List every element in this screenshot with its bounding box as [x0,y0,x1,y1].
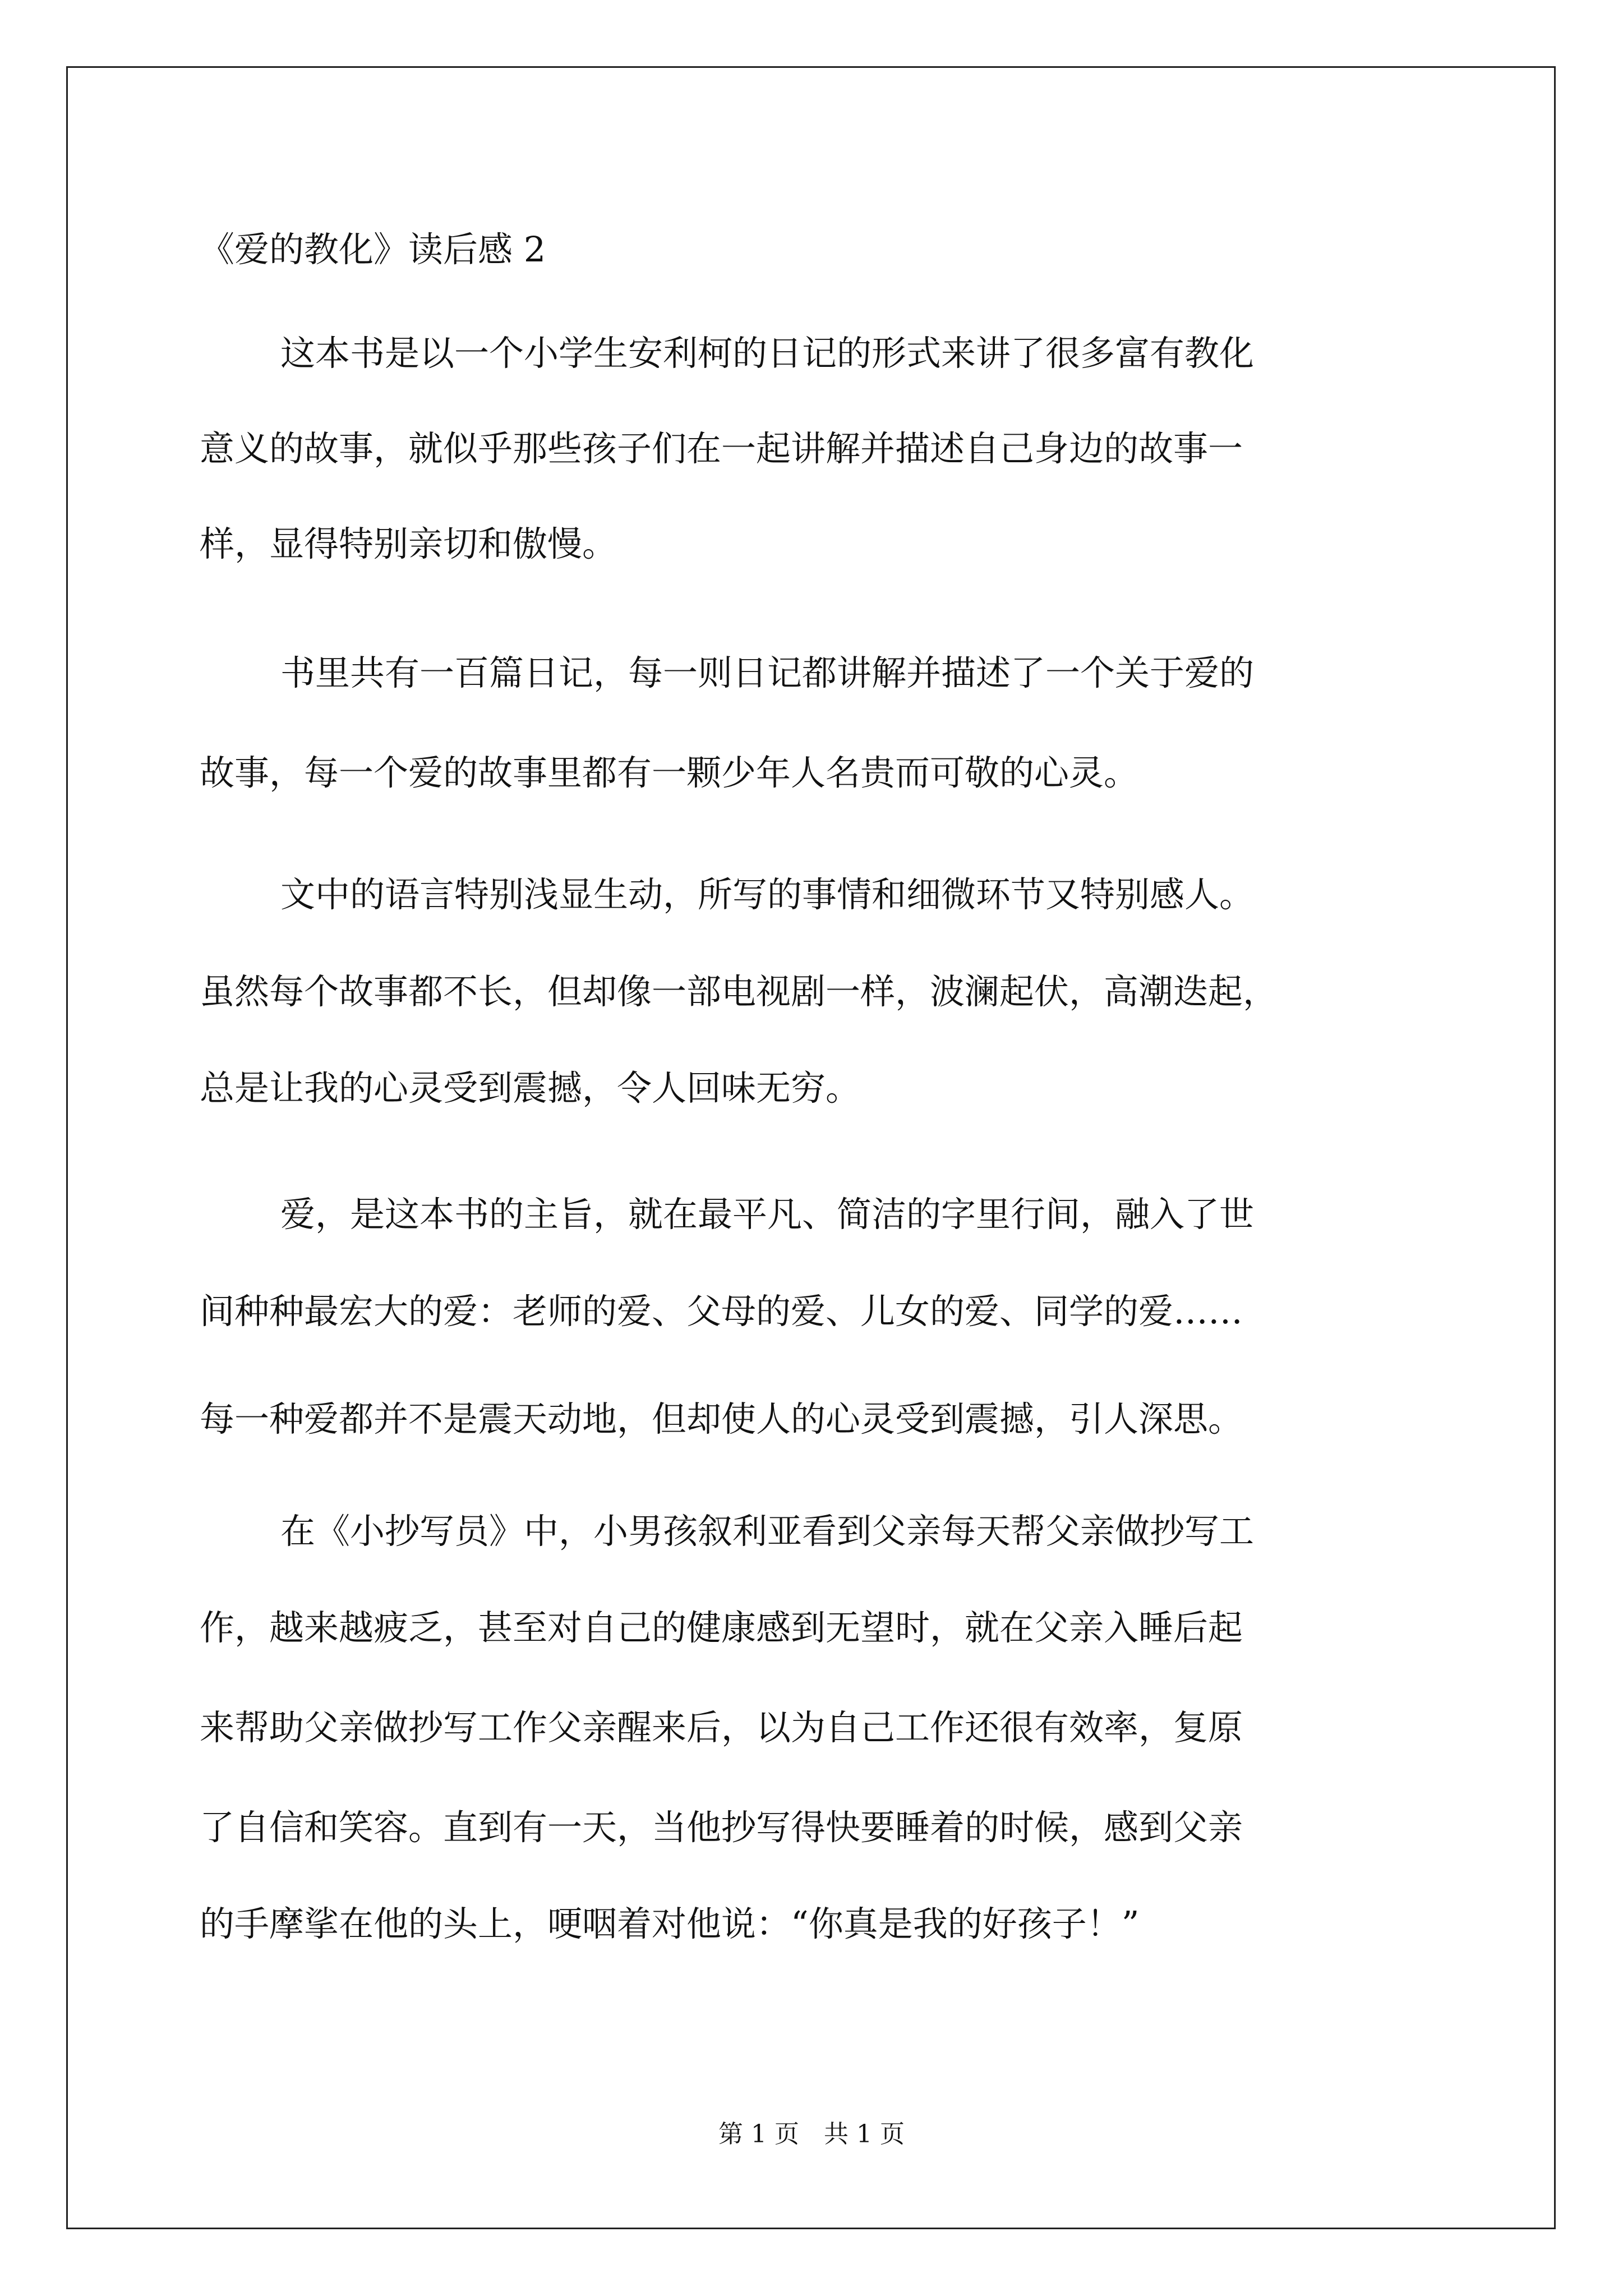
paragraph-1-line-3: 样，显得特别亲切和傲慢。 [200,523,617,564]
paragraph-1-line-2: 意义的故事，就似乎那些孩子们在一起讲解并描述自己身边的故事一 [200,428,1243,469]
paragraph-5-line-3: 来帮助父亲做抄写工作父亲醒来后，以为自己工作还很有效率，复原 [200,1707,1243,1748]
paragraph-3-line-2: 虽然每个故事都不长，但却像一部电视剧一样，波澜起伏，高潮迭起， [200,971,1278,1012]
paragraph-3-line-1: 文中的语言特别浅显生动，所写的事情和细微环节又特别感人。 [280,874,1255,915]
paragraph-3-line-3: 总是让我的心灵受到震撼，令人回味无穷。 [200,1068,861,1108]
page-number-footer: 第 1 页 共 1 页 [718,2120,905,2148]
paragraph-4-line-2: 间种种最宏大的爱：老师的爱、父母的爱、儿女的爱、同学的爱…… [200,1291,1243,1332]
paragraph-4-line-3: 每一种爱都并不是震天动地，但却使人的心灵受到震撼，引人深思。 [200,1398,1243,1439]
paragraph-5-line-1: 在《小抄写员》中，小男孩叙利亚看到父亲每天帮父亲做抄写工 [280,1511,1255,1552]
paragraph-5-line-2: 作，越来越疲乏，甚至对自己的健康感到无望时，就在父亲入睡后起 [200,1607,1243,1648]
paragraph-5-line-4: 了自信和笑容。直到有一天，当他抄写得快要睡着的时候，感到父亲 [200,1807,1243,1848]
paragraph-2-line-1: 书里共有一百篇日记，每一则日记都讲解并描述了一个关于爱的 [280,652,1255,693]
paragraph-1-line-1: 这本书是以一个小学生安利柯的日记的形式来讲了很多富有教化 [280,333,1255,374]
document-title: 《爱的教化》读后感 2 [200,229,546,270]
paragraph-4-line-1: 爱，是这本书的主旨，就在最平凡、简洁的字里行间，融入了世 [280,1194,1255,1235]
paragraph-2-line-2: 故事，每一个爱的故事里都有一颗少年人名贵而可敬的心灵。 [200,752,1139,793]
paragraph-5-line-5: 的手摩挲在他的头上，哽咽着对他说：“你真是我的好孩子！” [200,1903,1140,1944]
